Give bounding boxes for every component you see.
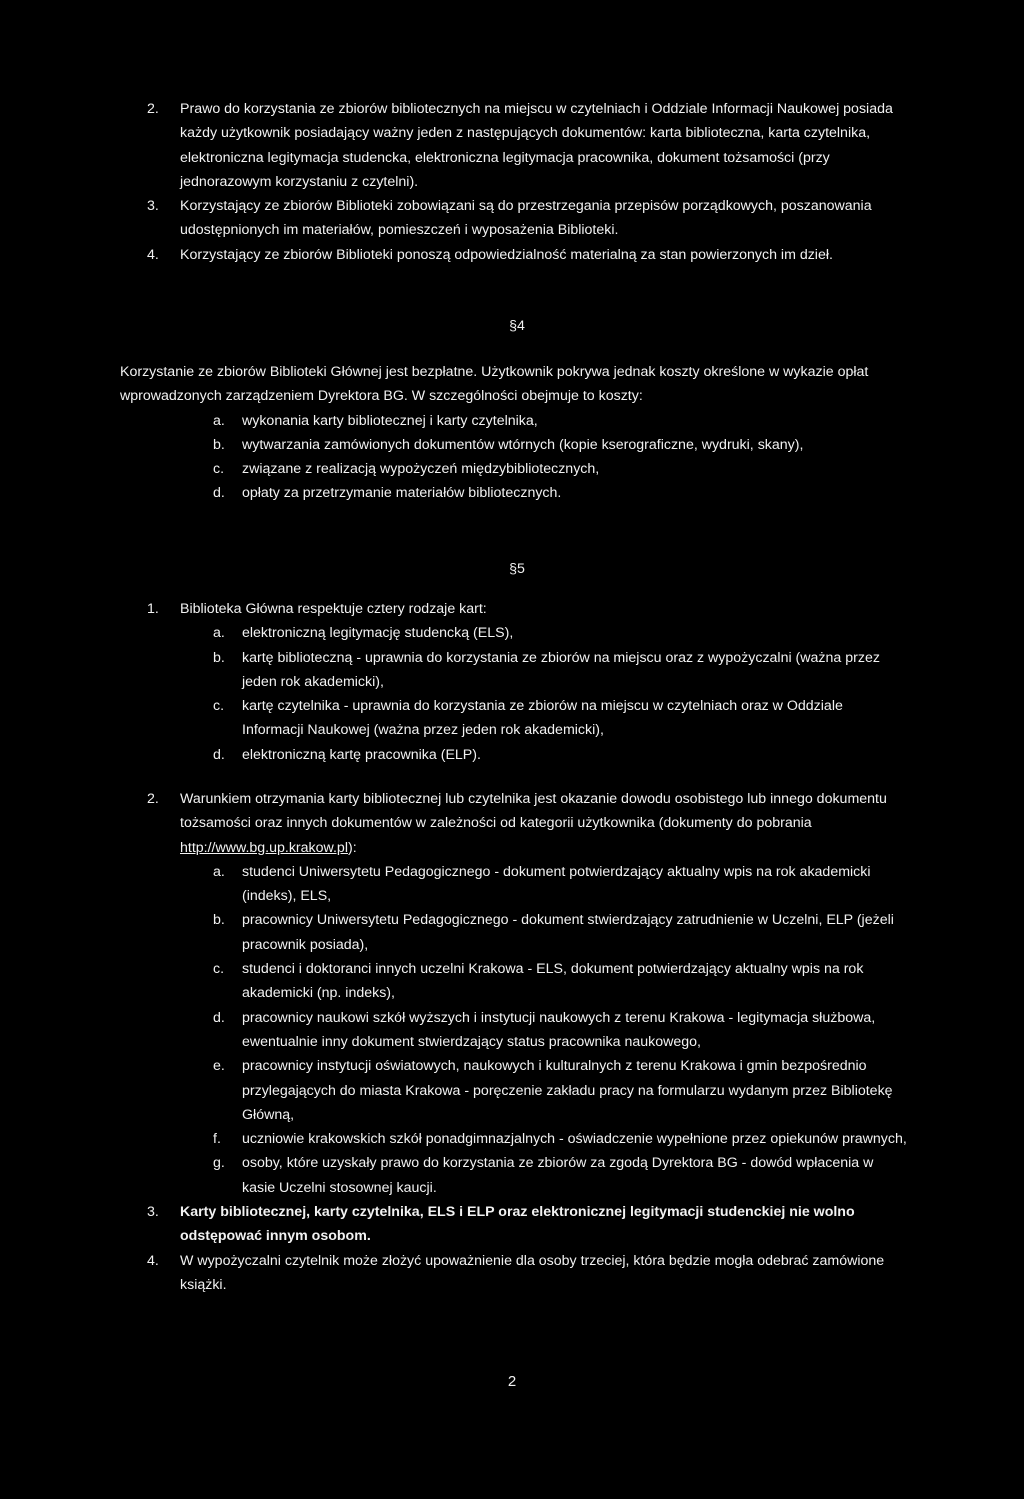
section-heading: §5 xyxy=(509,561,525,577)
list-letter: g. xyxy=(213,1155,225,1172)
page-number: 2 xyxy=(507,1373,517,1390)
paragraph-number: 3. xyxy=(147,1204,159,1221)
list-item xyxy=(0,481,907,505)
paragraph-number: 2. xyxy=(147,791,159,807)
paragraph-number: 3. xyxy=(147,198,159,215)
list-letter: d. xyxy=(213,485,225,502)
list-item xyxy=(0,409,907,433)
list-text: elektroniczną legitymację studencką (ELS), xyxy=(242,625,514,642)
paragraph-2 xyxy=(0,97,900,194)
paragraph-number: 1. xyxy=(147,601,159,617)
list-letter: a. xyxy=(213,412,225,429)
list-text: pracownicy instytucji oświatowych, naukowych i kulturalnych z terenu Krakowa i gmin bezpośrednio przylegających do miasta Krakowa - poręczenie zakładu pracy na formularzu wydanym przez Bibliotekę Główną, xyxy=(242,1058,893,1123)
list-item xyxy=(0,1151,907,1200)
list-item xyxy=(0,957,907,1006)
section-5-point-1 xyxy=(0,597,1024,767)
paragraph-4 xyxy=(0,1249,900,1298)
paragraph-text-end: ): xyxy=(347,839,357,856)
list-text: opłaty za przetrzymanie materiałów bibliotecznych. xyxy=(242,485,562,502)
paragraph-text: W wypożyczalni czytelnik może złożyć upoważnienie dla osoby trzeciej, która będzie mogła odebrać zamówione książki. xyxy=(180,1252,885,1293)
list-text: studenci i doktoranci innych uczelni Krakowa - ELS, dokument potwierdzający aktualny wpis na rok akademicki (np. indeks), xyxy=(242,961,864,1002)
list-letter: f. xyxy=(213,1131,221,1148)
list-text: uczniowie krakowskich szkół ponadgimnazjalnych - oświadczenie wypełnione przez opiekunów prawnych, xyxy=(242,1131,907,1148)
list-text: wytwarzania zamówionych dokumentów wtórnych (kopie kserograficzne, wydruki, skany), xyxy=(242,436,804,453)
list-letter: b. xyxy=(213,912,225,929)
list-letter: c. xyxy=(213,461,225,478)
list-item xyxy=(0,743,907,767)
list-item xyxy=(0,860,907,909)
list-item xyxy=(0,1006,907,1055)
list-text: związane z realizacją wypożyczeń międzybibliotecznych, xyxy=(242,461,600,478)
list-text: osoby, które uzyskały prawo do korzystania ze zbiorów za zgodą Dyrektora BG - dowód wpłacenia w kasie Uczelni stosownej kaucji. xyxy=(242,1155,874,1196)
list-item xyxy=(0,646,907,695)
paragraph-number: 4. xyxy=(147,246,159,263)
paragraph-3 xyxy=(0,1200,900,1249)
section-5 xyxy=(0,557,1024,581)
paragraph-text: Warunkiem otrzymania karty bibliotecznej lub czytelnika jest okazanie dowodu osobistego lub innego dokumentu tożsamości oraz innych dokumentów w zależności od kategorii użytkownika (dokumenty do pobrania xyxy=(180,791,887,832)
list-text: pracownicy Uniwersytetu Pedagogicznego - dokument stwierdzający zatrudnienie w Uczelni, ELP (jeżeli pracownik posiada), xyxy=(242,912,894,953)
list-text: kartę biblioteczną - uprawnia do korzystania ze zbiorów na miejscu oraz z wypożyczalni (ważna przez jeden rok akademicki), xyxy=(242,649,880,690)
paragraph-text: Prawo do korzystania ze zbiorów bibliotecznych na miejscu w czytelniach i Oddziale Informacji Naukowej posiada każdy użytkownik posiadający ważny jeden z następujących dokumentów: karta biblioteczna, karta czytelnika, elektroniczna legitymacja studencka, elektroniczna legitymacja pracownika, dokument tożsamości (przy jednorazowym korzystaniu z czytelni). xyxy=(180,101,893,190)
download-link[interactable]: http://www.bg.up.krakow.pl xyxy=(180,839,348,856)
list-letter: e. xyxy=(213,1058,225,1075)
list-text: wykonania karty bibliotecznej i karty czytelnika, xyxy=(242,412,538,429)
list-text: pracownicy naukowi szkół wyższych i instytucji naukowych z terenu Krakowa - legitymacja służbowa, ewentualnie inny dokument stwierdzający status pracownika naukowego, xyxy=(242,1009,876,1050)
list-letter: d. xyxy=(213,746,225,763)
list-item xyxy=(0,433,907,457)
list-letter: b. xyxy=(213,436,225,453)
list-letter: a. xyxy=(213,863,225,880)
list-item xyxy=(0,621,907,645)
paragraph-number: 2. xyxy=(147,101,159,117)
list-letter: b. xyxy=(213,649,225,666)
section-4-intro: Korzystanie ze zbiorów Biblioteki Głównej jest bezpłatne. Użytkownik pokrywa jednak koszty określone w wykazie opłat wprowadzonych zarządzeniem Dyrektora BG. W szczególności obejmuje to koszty: xyxy=(120,364,869,405)
list-letter: c. xyxy=(213,698,225,715)
paragraph-4 xyxy=(0,243,900,267)
paragraph-2 xyxy=(0,787,900,860)
paragraph-text: Karty bibliotecznej, karty czytelnika, ELS i ELP oraz elektronicznej legitymacji studenckiej nie wolno odstępować innym osobom. xyxy=(180,1204,855,1245)
section-4-body xyxy=(0,360,1024,506)
list-item xyxy=(0,908,907,957)
paragraph-text: Biblioteka Główna respektuje cztery rodzaje kart: xyxy=(180,601,487,617)
paragraph-3 xyxy=(0,194,900,243)
list-item xyxy=(0,457,907,481)
list-letter: c. xyxy=(213,961,225,978)
list-text: kartę czytelnika - uprawnia do korzystania ze zbiorów na miejscu w czytelniach oraz w Oddziale Informacji Naukowej (ważna przez jeden rok akademicki), xyxy=(242,698,843,739)
list-item xyxy=(0,1127,907,1151)
section-5-point-2 xyxy=(0,787,1024,1297)
list-item xyxy=(0,1054,907,1127)
top-items xyxy=(0,97,1024,267)
section-heading: §4 xyxy=(509,318,525,334)
list-text: elektroniczną kartę pracownika (ELP). xyxy=(242,746,481,763)
paragraph-number: 4. xyxy=(147,1252,159,1269)
paragraph-text: Korzystający ze zbiorów Biblioteki ponoszą odpowiedzialność materialną za stan powierzonych im dzieł. xyxy=(180,246,833,263)
list-item xyxy=(0,694,907,743)
list-letter: d. xyxy=(213,1009,225,1026)
list-text: studenci Uniwersytetu Pedagogicznego - dokument potwierdzający aktualny wpis na rok akademicki (indeks), ELS, xyxy=(242,863,871,905)
list-letter: a. xyxy=(213,625,225,642)
section-4 xyxy=(0,314,1024,338)
paragraph-text: Korzystający ze zbiorów Biblioteki zobowiązani są do przestrzegania przepisów porządkowych, poszanowania udostępnionych im materiałów, pomieszczeń i wyposażenia Biblioteki. xyxy=(180,198,872,239)
paragraph-1 xyxy=(0,597,900,621)
